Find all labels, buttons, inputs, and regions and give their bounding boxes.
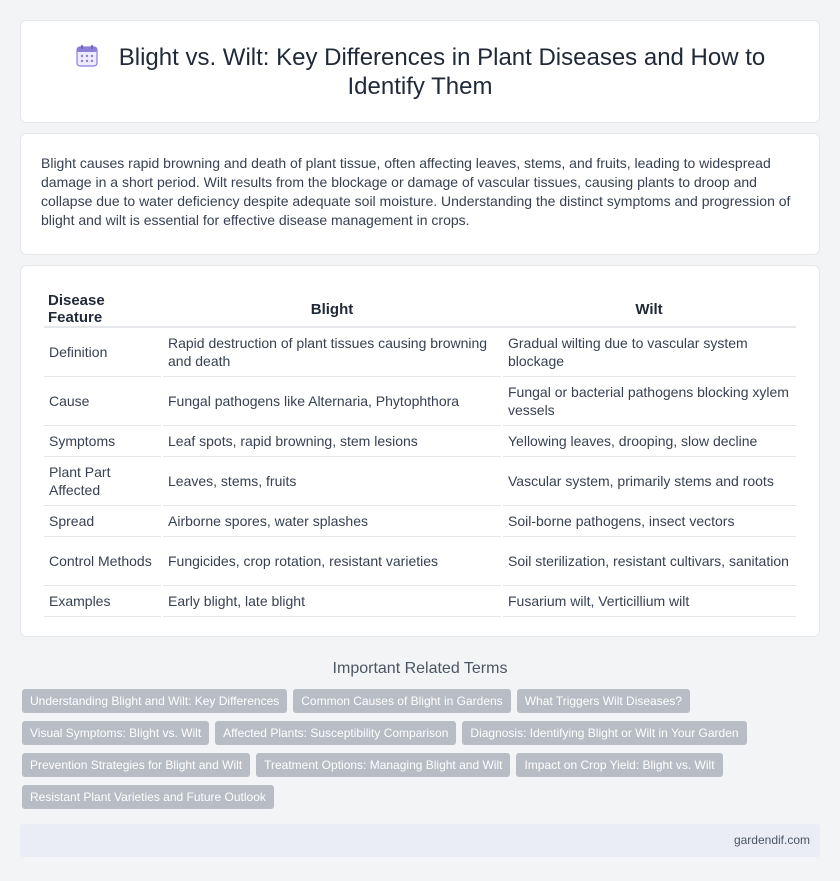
- comparison-table: [44, 290, 796, 617]
- table-row: [44, 376, 796, 425]
- wilt-cell: Fungal or bacterial pathogens blocking xylem vessels: [502, 376, 796, 425]
- wilt-cell: Fusarium wilt, Verticillium wilt: [502, 585, 796, 616]
- blight-cell: Early blight, late blight: [162, 585, 502, 616]
- table-row: [44, 505, 796, 536]
- title-line-2: Identify Them: [347, 73, 493, 100]
- related-tag[interactable]: Understanding Blight and Wilt: Key Differences: [22, 689, 287, 713]
- wilt-cell: Soil-borne pathogens, insect vectors: [502, 505, 796, 536]
- related-tag[interactable]: What Triggers Wilt Diseases?: [517, 689, 690, 713]
- feature-cell: Plant Part Affected: [44, 456, 162, 505]
- wilt-cell: Yellowing leaves, drooping, slow decline: [502, 425, 796, 456]
- feature-cell: Spread: [44, 505, 162, 536]
- footer: [20, 824, 820, 857]
- intro-text: Blight causes rapid browning and death of plant tissue, often affecting leaves, stems, and fruits, leading to widespread damage in a short period. Wilt results from the blockage or damage of vascular tissues, causing plants to droop and collapse due to water deficiency despite adequate soil moisture. Understanding the distinct symptoms and progression of blight and wilt is essential for effective disease management in crops.: [41, 155, 791, 228]
- table-header-row: [44, 290, 796, 327]
- feature-cell: Definition: [44, 327, 162, 376]
- blight-cell: Leaf spots, rapid browning, stem lesions: [162, 425, 502, 456]
- related-tag[interactable]: Treatment Options: Managing Blight and Wilt: [256, 753, 510, 777]
- title-line-1: Blight vs. Wilt: Key Differences in Plant Diseases and How to: [118, 44, 766, 71]
- feature-cell: Cause: [44, 376, 162, 425]
- header-blight: Blight: [162, 290, 502, 327]
- header-wilt: Wilt: [502, 290, 796, 327]
- comparison-card: [20, 265, 820, 637]
- header-feature: Disease Feature: [44, 290, 162, 327]
- table-row: [44, 536, 796, 585]
- blight-cell: Fungicides, crop rotation, resistant varieties: [162, 536, 502, 585]
- table-row: [44, 425, 796, 456]
- feature-cell: Symptoms: [44, 425, 162, 456]
- footer-site-link[interactable]: gardendif.com: [733, 833, 810, 847]
- wilt-cell: Soil sterilization, resistant cultivars, sanitation: [502, 536, 796, 585]
- blight-cell: Leaves, stems, fruits: [162, 456, 502, 505]
- related-terms-title: Important Related Terms: [332, 660, 508, 677]
- related-tag[interactable]: Diagnosis: Identifying Blight or Wilt in Your Garden: [462, 721, 746, 745]
- blight-cell: Rapid destruction of plant tissues causing browning and death: [162, 327, 502, 376]
- wilt-cell: Vascular system, primarily stems and roots: [502, 456, 796, 505]
- feature-cell: Examples: [44, 585, 162, 616]
- title-card: [20, 20, 820, 123]
- related-tag[interactable]: Affected Plants: Susceptibility Comparison: [215, 721, 456, 745]
- related-tag[interactable]: Resistant Plant Varieties and Future Outlook: [22, 785, 274, 809]
- feature-cell: Control Methods: [44, 536, 162, 585]
- related-tag[interactable]: Common Causes of Blight in Gardens: [293, 689, 510, 713]
- page-title: [61, 43, 779, 72]
- blight-cell: Fungal pathogens like Alternaria, Phytophthora: [162, 376, 502, 425]
- calendar-icon: [75, 44, 99, 68]
- related-tags: [22, 689, 820, 817]
- wilt-cell: Gradual wilting due to vascular system blockage: [502, 327, 796, 376]
- table-row: [44, 456, 796, 505]
- table-row: [44, 585, 796, 616]
- intro-card: [20, 133, 820, 255]
- blight-cell: Airborne spores, water splashes: [162, 505, 502, 536]
- related-tag[interactable]: Visual Symptoms: Blight vs. Wilt: [22, 721, 209, 745]
- related-tag[interactable]: Prevention Strategies for Blight and Wilt: [22, 753, 250, 777]
- table-row: [44, 327, 796, 376]
- related-tag[interactable]: Impact on Crop Yield: Blight vs. Wilt: [516, 753, 722, 777]
